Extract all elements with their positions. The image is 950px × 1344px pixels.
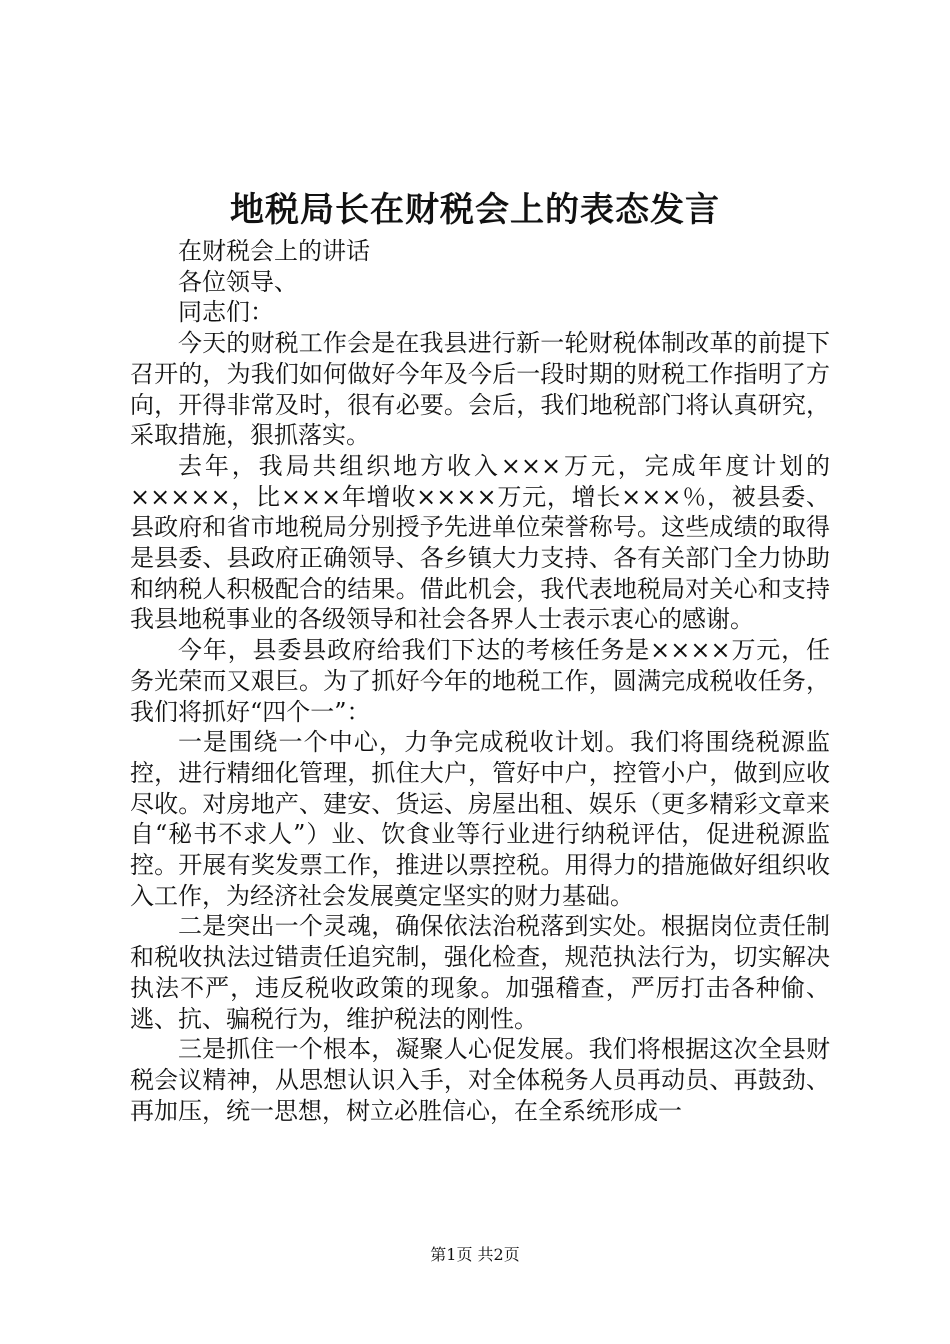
paragraph: 今年，县委县政府给我们下达的考核任务是××××万元，任务光荣而又艰巨。为了抓好今年的地税工作，圆满完成税收任务，我们将抓好“四个一”：	[130, 636, 830, 726]
paragraph: 在财税会上的讲话	[178, 237, 370, 265]
paragraph: 同志们：	[178, 298, 274, 327]
paragraph: 三是抓住一个根本，凝聚人心促发展。我们将根据这次全县财税会议精神，从思想认识入手，对全体税务人员再动员、再鼓劲、再加压，统一思想，树立必胜信心，在全系统形成一	[130, 1035, 830, 1125]
paragraph: 一是围绕一个中心，力争完成税收计划。我们将围绕税源监控，进行精细化管理，抓住大户，管好中户，控管小户，做到应收尽收。对房地产、建安、货运、房屋出租、娱乐（更多精彩文章来自“秘书不求人”）业、饮食业等行业进行纳税评估，促进税源监控。开展有奖发票工作，推进以票控税。用得力的措施做好组织收入工作，为经济社会发展奠定坚实的财力基础。	[130, 728, 830, 910]
paragraph: 今天的财税工作会是在我县进行新一轮财税体制改革的前提下召开的，为我们如何做好今年及今后一段时期的财税工作指明了方向，开得非常及时，很有必要。会后，我们地税部门将认真研究，采取措施，狠抓落实。	[130, 329, 830, 450]
page-number-footer: 第1页 共2页	[430, 1245, 520, 1264]
document-title: 地税局长在财税会上的表态发言	[230, 190, 720, 230]
document-body	[130, 236, 830, 1126]
paragraph: 去年，我局共组织地方收入×××万元，完成年度计划的×××××，比×××年增收××××万元，增长×××％，被县委、县政府和省市地税局分别授予先进单位荣誉称号。这些成绩的取得是县委、县政府正确领导、各乡镇大力支持、各有关部门全力协助和纳税人积极配合的结果。借此机会，我代表地税局对关心和支持我县地税事业的各级领导和社会各界人士表示衷心的感谢。	[130, 451, 830, 634]
paragraph: 各位领导、	[178, 267, 298, 296]
paragraph: 二是突出一个灵魂，确保依法治税落到实处。根据岗位责任制和税收执法过错责任追究制，强化检查，规范执法行为，切实解决执法不严，违反税收政策的现象。加强稽查，严厉打击各种偷、逃、抗、骗税行为，维护税法的刚性。	[130, 912, 830, 1033]
